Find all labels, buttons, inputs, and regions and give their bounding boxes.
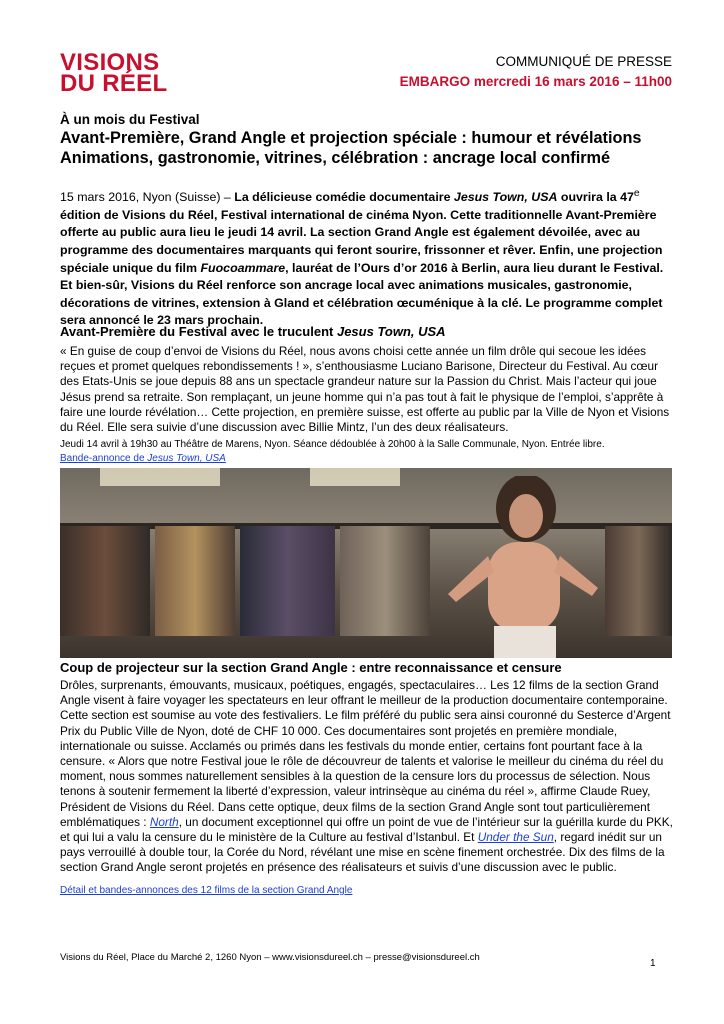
grand-angle-detail-link[interactable] bbox=[60, 884, 352, 898]
lead-superscript: e bbox=[633, 188, 640, 199]
trailer-link-film[interactable]: Jesus Town, USA bbox=[147, 453, 226, 464]
headline-line-2: Animations, gastronomie, vitrines, célébration : ancrage local confirmé bbox=[60, 149, 611, 167]
dateline: 15 mars 2016, Nyon (Suisse) – bbox=[60, 190, 235, 205]
actor-figure bbox=[448, 476, 598, 658]
under-the-sun-film-link[interactable]: Under the Sun bbox=[477, 830, 554, 845]
trailer-link-prefix[interactable]: Bande-annonce de bbox=[60, 453, 148, 464]
grand-angle-detail-link-text[interactable]: Détail et bandes-annonces des 12 films de la section Grand Angle bbox=[60, 885, 353, 896]
section1-body: « En guise de coup d’envoi de Visions du Réel, nous avons choisi cette année un film drôle qui secoue les idées reçues et promet quelques rebondissements ! », s’enthousiasme Luciano Barisone, Directeur du Festival. Au cœur des Etats-Unis se joue depuis 88 ans un spectacle grandeur nature sur la Passion du Christ. Mais l’acteur qui joue Jésus prend sa retraite. Son remplaçant, un jeune homme qui n’a pas tout à fait le physique de l’emploi, s’apprête à faire une lourde révélation… Cette projection, en première suisse, est offerte au public par la Ville de Nyon et Visions du Réel. Elle sera suivie d’une discussion avec Billie Mintz, l’un des deux réalisateurs. bbox=[60, 344, 670, 435]
screening-info: Jeudi 14 avril à 19h30 au Théâtre de Marens, Nyon. Séance dédoublée à 20h00 à la Salle Communale, Nyon. Entrée libre. bbox=[60, 439, 605, 450]
section1-heading-prefix: Avant-Première du Festival avec le truculent bbox=[60, 324, 337, 339]
page-number: 1 bbox=[650, 958, 656, 969]
section1-heading-film: Jesus Town, USA bbox=[336, 324, 446, 339]
logo-line-1: VISIONS bbox=[60, 49, 160, 76]
logo-line-2: DU RÉEL bbox=[60, 70, 168, 97]
lead-text-3: édition de Visions du Réel, Festival international de cinéma Nyon. Cette traditionnelle Avant-Première offerte au public aura lieu le jeudi 14 avril. La section Grand Angle est également dévoilée, avec au programme des documentaires marquants qui feront sourire, frissonner et rêver. Enfin, une projection spéciale unique du film bbox=[60, 207, 663, 275]
section2-body-part-3: , regard inédit sur un pays verrouillé à double tour, la Corée du Nord, révélant une mise en scène finement orchestrée. Dix des films de la section Grand Angle seront projetés en présence des réalisateurs et suivis d’une discussion avec le public. bbox=[60, 830, 665, 875]
section1-heading bbox=[60, 324, 446, 339]
lead-text-2: ouvrira la 47 bbox=[557, 190, 634, 205]
north-film-link[interactable]: North bbox=[149, 814, 179, 829]
lead-film-1: Jesus Town, USA bbox=[453, 190, 558, 205]
press-header bbox=[400, 52, 672, 92]
trailer-link[interactable] bbox=[60, 452, 226, 466]
footer-address: Visions du Réel, Place du Marché 2, 1260 Nyon – www.visionsdureel.ch – presse@visionsdureel.ch bbox=[60, 952, 480, 963]
headline bbox=[60, 128, 680, 168]
section2-heading: Coup de projecteur sur la section Grand Angle : entre reconnaissance et censure bbox=[60, 660, 562, 675]
section2-body-part-2: , un document exceptionnel qui offre un point de vue de l’intérieur sur la guérilla kurde du PKK, et qui lui a valu la censure du le ministère de la Culture au festival d’Istanbul. Et bbox=[60, 814, 673, 845]
kicker: À un mois du Festival bbox=[60, 112, 200, 127]
section2-body bbox=[60, 678, 680, 876]
lead-paragraph bbox=[60, 185, 678, 330]
lead-film-2: Fuocoammare bbox=[200, 260, 286, 275]
section2-body-part-1: Drôles, surprenants, émouvants, musicaux, poétiques, engagés, spectaculaires… Les 12 films de la section Grand Angle visent à faire voyager les spectateurs en leur offrant le meilleur de la production documentaire contemporaine. Cette section est soumise au vote des festivaliers. Le film préféré du public sera ainsi couronné du Sesterce d’Argent Prix du Public Ville de Nyon, doté de CHF 10 000. Ces documentaires sont projetés en première mondiale, internationale ou suisse. Acclamés ou primés dans les festivals du monde entier, certains font pourtant face à la censure. « Alors que notre Festival joue le rôle de découvreur de talents et valorise le meilleur du cinéma du réel du moment, nous sommes naturellement sensibles à la question de la censure lors du processus de sélection. Nous tenons à soutenir fermement la liberté d’expression, valeur intrinsèque au cinéma du réel », affirme Claude Ruey, Président de Visions du Réel. Dans cette optique, deux films de la section Grand Angle sont tout particulièrement emblématiques : bbox=[60, 678, 671, 829]
lead-text-1: La délicieuse comédie documentaire bbox=[234, 190, 454, 205]
embargo-notice: EMBARGO mercredi 16 mars 2016 – 11h00 bbox=[399, 74, 672, 89]
film-still-photo bbox=[60, 468, 672, 658]
headline-line-1: Avant-Première, Grand Angle et projection spéciale : humour et révélations bbox=[60, 129, 642, 147]
press-release-label: COMMUNIQUÉ DE PRESSE bbox=[495, 54, 672, 69]
visions-du-reel-logo bbox=[60, 49, 172, 97]
lead-text-4: , lauréat de l’Ours d’or 2016 à Berlin, aura lieu durant le Festival. Et bien-sûr, Visions du Réel renforce son ancrage local avec animations musicales, gastronomie, décorations de vitrines, extension à Gland et célébration œcuménique à la clé. Le programme complet sera annoncé le 23 mars prochain. bbox=[60, 260, 664, 328]
